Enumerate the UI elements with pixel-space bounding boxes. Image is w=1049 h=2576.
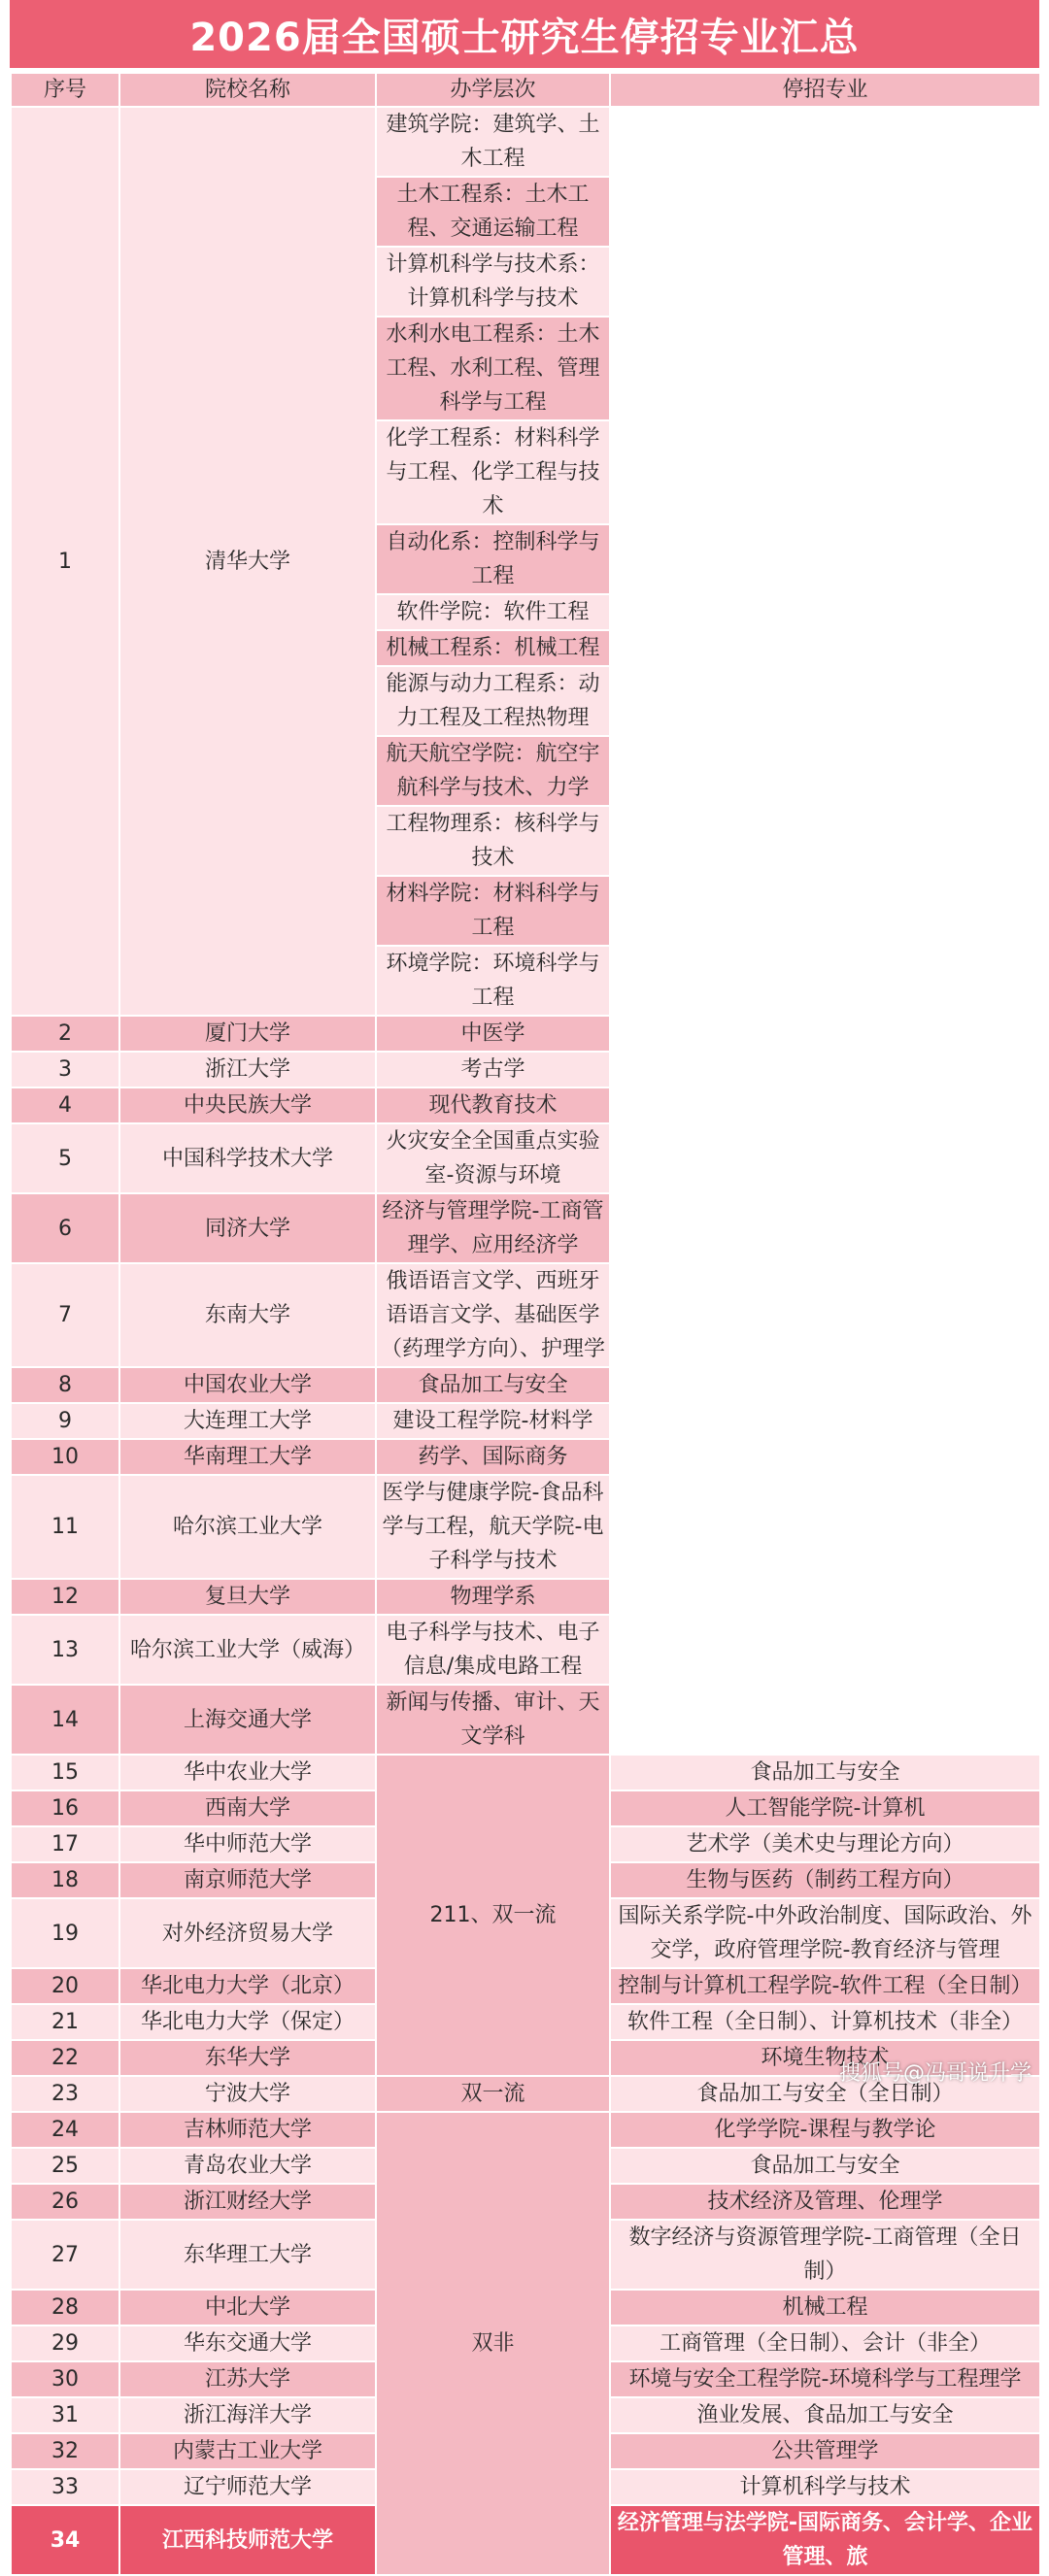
major-cell: 机械工程 <box>610 2290 1040 2325</box>
major-cell: 经济管理与法学院-国际商务、会计学、企业管理、旅 <box>610 2505 1040 2575</box>
row-no: 34 <box>11 2505 119 2575</box>
level-cell-top: 办学层次 <box>376 73 610 107</box>
major-cell: 火灾安全全国重点实验室-资源与环境 <box>376 1123 610 1193</box>
table-row <box>11 107 1040 177</box>
school-name: 华中农业大学 <box>119 1755 376 1790</box>
row-no: 26 <box>11 2184 119 2220</box>
school-name: 浙江财经大学 <box>119 2184 376 2220</box>
major-cell: 人工智能学院-计算机 <box>610 1790 1040 1826</box>
major-cell: 化学学院-课程与教学论 <box>610 2112 1040 2148</box>
row-no: 33 <box>11 2469 119 2505</box>
table-row <box>11 1475 1040 1579</box>
row-no: 12 <box>11 1579 119 1615</box>
major-cell: 食品加工与安全 <box>376 1367 610 1403</box>
major-cell: 航天航空学院：航空宇航科学与技术、力学 <box>376 736 610 806</box>
row-no: 30 <box>11 2361 119 2397</box>
major-cell: 生物与医药（制药工程方向） <box>610 1862 1040 1898</box>
major-cell: 机械工程系：机械工程 <box>376 630 610 666</box>
row-no: 15 <box>11 1755 119 1790</box>
level-cell: 双一流 <box>376 2076 610 2112</box>
school-name: 中国农业大学 <box>119 1367 376 1403</box>
school-name: 东南大学 <box>119 1263 376 1367</box>
major-cell: 环境学院：环境科学与工程 <box>376 946 610 1016</box>
row-no: 18 <box>11 1862 119 1898</box>
major-cell: 环境生物技术 <box>610 2040 1040 2076</box>
row-no: 21 <box>11 2004 119 2040</box>
school-name: 对外经济贸易大学 <box>119 1898 376 1968</box>
row-no: 8 <box>11 1367 119 1403</box>
major-cell: 食品加工与安全（全日制） <box>610 2076 1040 2112</box>
major-cell: 土木工程系：土木工程、交通运输工程 <box>376 177 610 247</box>
row-no: 16 <box>11 1790 119 1826</box>
row-no: 20 <box>11 1968 119 2004</box>
row-no: 6 <box>11 1193 119 1263</box>
major-cell: 工商管理（全日制）、会计（非全） <box>610 2325 1040 2361</box>
school-name: 大连理工大学 <box>119 1403 376 1439</box>
school-name: 江西科技师范大学 <box>119 2505 376 2575</box>
table-row <box>11 1087 1040 1123</box>
major-cell: 中医学 <box>376 1016 610 1052</box>
row-no: 10 <box>11 1439 119 1475</box>
level-cell: 双非 <box>376 2112 610 2575</box>
major-cell: 药学、国际商务 <box>376 1439 610 1475</box>
major-cell: 化学工程系：材料科学与工程、化学工程与技术 <box>376 420 610 524</box>
table-row <box>11 1016 1040 1052</box>
table-row <box>11 1439 1040 1475</box>
header-major: 停招专业 <box>610 73 1040 107</box>
row-no: 25 <box>11 2148 119 2184</box>
table-header-row <box>11 73 1040 107</box>
major-cell: 新闻与传播、审计、天文学科 <box>376 1685 610 1755</box>
row-no: 13 <box>11 1615 119 1685</box>
major-cell: 控制与计算机工程学院-软件工程（全日制） <box>610 1968 1040 2004</box>
major-cell: 水利水电工程系：土木工程、水利工程、管理科学与工程 <box>376 317 610 420</box>
row-no: 11 <box>11 1475 119 1579</box>
school-name: 浙江大学 <box>119 1052 376 1087</box>
major-cell: 医学与健康学院-食品科学与工程，航天学院-电子科学与技术 <box>376 1475 610 1579</box>
closure-table <box>10 72 1041 2576</box>
major-cell: 物理学系 <box>376 1579 610 1615</box>
school-name: 江苏大学 <box>119 2361 376 2397</box>
major-cell: 食品加工与安全 <box>610 2148 1040 2184</box>
table-row <box>11 1579 1040 1615</box>
major-cell: 渔业发展、食品加工与安全 <box>610 2397 1040 2433</box>
watermark: 搜狐号@冯哥说升学 <box>838 2061 1032 2086</box>
school-name: 华中师范大学 <box>119 1826 376 1862</box>
row-no: 3 <box>11 1052 119 1087</box>
major-cell: 软件学院：软件工程 <box>376 594 610 630</box>
school-name: 内蒙古工业大学 <box>119 2433 376 2469</box>
row-no: 23 <box>11 2076 119 2112</box>
major-cell: 考古学 <box>376 1052 610 1087</box>
major-cell: 能源与动力工程系：动力工程及工程热物理 <box>376 666 610 736</box>
school-name: 西南大学 <box>119 1790 376 1826</box>
header-no: 序号 <box>11 73 119 107</box>
school-name: 复旦大学 <box>119 1579 376 1615</box>
table-row <box>11 1685 1040 1755</box>
school-name: 辽宁师范大学 <box>119 2469 376 2505</box>
major-cell: 国际关系学院-中外政治制度、国际政治、外交学，政府管理学院-教育经济与管理 <box>610 1898 1040 1968</box>
row-no: 17 <box>11 1826 119 1862</box>
table-row <box>11 1403 1040 1439</box>
major-cell: 公共管理学 <box>610 2433 1040 2469</box>
major-cell: 计算机科学与技术 <box>610 2469 1040 2505</box>
major-cell: 环境与安全工程学院-环境科学与工程理学 <box>610 2361 1040 2397</box>
major-cell: 技术经济及管理、伦理学 <box>610 2184 1040 2220</box>
row-no: 1 <box>11 107 119 1016</box>
table-row <box>11 1123 1040 1193</box>
major-cell: 食品加工与安全 <box>610 1755 1040 1790</box>
school-name: 中北大学 <box>119 2290 376 2325</box>
page-title: 2026届全国硕士研究生停招专业汇总 <box>10 0 1039 68</box>
major-cell: 建设工程学院-材料学 <box>376 1403 610 1439</box>
table-row <box>11 1193 1040 1263</box>
school-name: 华北电力大学（保定） <box>119 2004 376 2040</box>
school-name: 中央民族大学 <box>119 1087 376 1123</box>
school-name: 华北电力大学（北京） <box>119 1968 376 2004</box>
major-cell: 计算机科学与技术系：计算机科学与技术 <box>376 247 610 317</box>
school-name: 南京师范大学 <box>119 1862 376 1898</box>
school-name: 中国科学技术大学 <box>119 1123 376 1193</box>
row-no: 28 <box>11 2290 119 2325</box>
row-no: 9 <box>11 1403 119 1439</box>
major-cell: 自动化系：控制科学与工程 <box>376 524 610 594</box>
major-cell: 工程物理系：核科学与技术 <box>376 806 610 876</box>
school-name: 厦门大学 <box>119 1016 376 1052</box>
school-name: 哈尔滨工业大学 <box>119 1475 376 1579</box>
school-name: 吉林师范大学 <box>119 2112 376 2148</box>
header-school: 院校名称 <box>119 73 376 107</box>
school-name: 清华大学 <box>119 107 376 1016</box>
row-no: 4 <box>11 1087 119 1123</box>
row-no: 14 <box>11 1685 119 1755</box>
major-cell: 软件工程（全日制）、计算机技术（非全） <box>610 2004 1040 2040</box>
school-name: 东华理工大学 <box>119 2220 376 2290</box>
table-row <box>11 1263 1040 1367</box>
table-row <box>11 1367 1040 1403</box>
table-row <box>11 2112 1040 2148</box>
row-no: 27 <box>11 2220 119 2290</box>
major-cell: 经济与管理学院-工商管理学、应用经济学 <box>376 1193 610 1263</box>
row-no: 29 <box>11 2325 119 2361</box>
major-cell: 建筑学院：建筑学、土木工程 <box>376 107 610 177</box>
major-cell: 数字经济与资源管理学院-工商管理（全日制） <box>610 2220 1040 2290</box>
school-name: 青岛农业大学 <box>119 2148 376 2184</box>
school-name: 华南理工大学 <box>119 1439 376 1475</box>
school-name: 浙江海洋大学 <box>119 2397 376 2433</box>
school-name: 哈尔滨工业大学（威海） <box>119 1615 376 1685</box>
major-cell: 俄语语言文学、西班牙语语言文学、基础医学（药理学方向）、护理学 <box>376 1263 610 1367</box>
table-row <box>11 1615 1040 1685</box>
major-cell: 现代教育技术 <box>376 1087 610 1123</box>
school-name: 宁波大学 <box>119 2076 376 2112</box>
row-no: 7 <box>11 1263 119 1367</box>
school-name: 同济大学 <box>119 1193 376 1263</box>
table-row <box>11 1052 1040 1087</box>
row-no: 32 <box>11 2433 119 2469</box>
row-no: 19 <box>11 1898 119 1968</box>
row-no: 22 <box>11 2040 119 2076</box>
row-no: 24 <box>11 2112 119 2148</box>
major-cell: 艺术学（美术史与理论方向） <box>610 1826 1040 1862</box>
row-no: 5 <box>11 1123 119 1193</box>
table-row <box>11 1755 1040 1790</box>
row-no: 31 <box>11 2397 119 2433</box>
level-cell: 211、双一流 <box>376 1755 610 2076</box>
major-cell: 电子科学与技术、电子信息/集成电路工程 <box>376 1615 610 1685</box>
school-name: 华东交通大学 <box>119 2325 376 2361</box>
school-name: 上海交通大学 <box>119 1685 376 1755</box>
row-no: 2 <box>11 1016 119 1052</box>
school-name: 东华大学 <box>119 2040 376 2076</box>
major-cell: 材料学院：材料科学与工程 <box>376 876 610 946</box>
